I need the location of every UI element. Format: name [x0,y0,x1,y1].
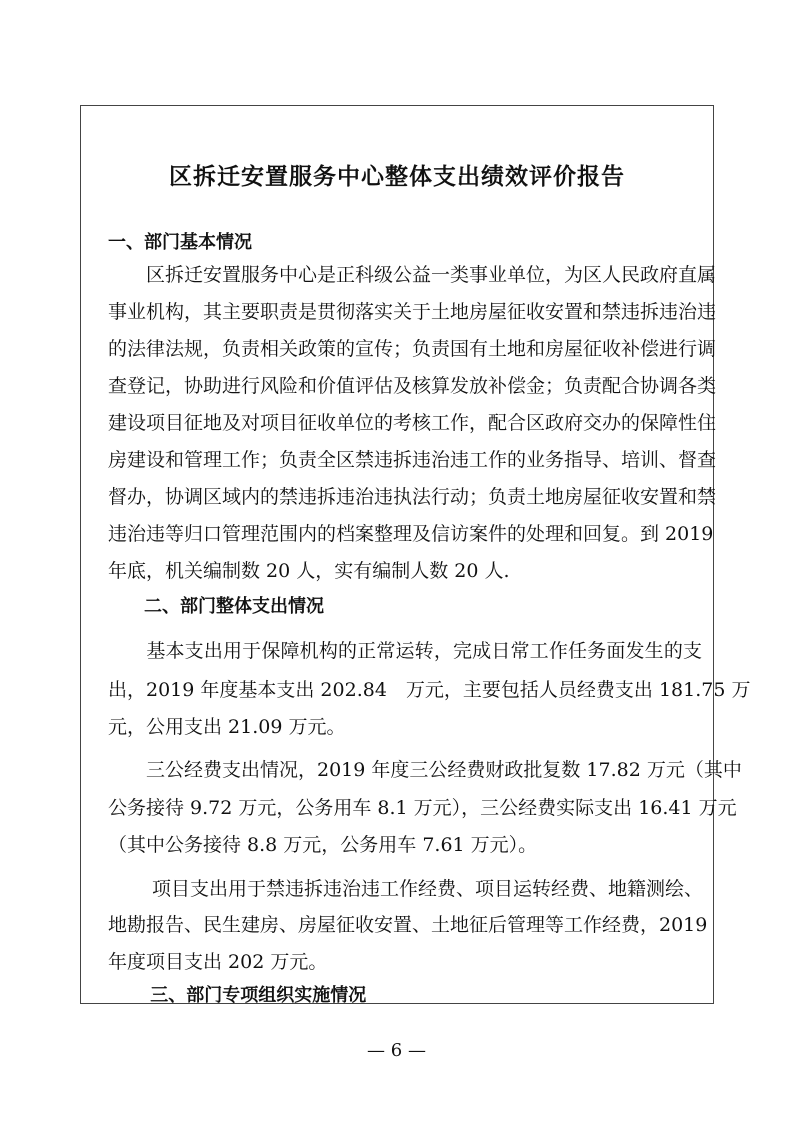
page-number: — 6 — [367,1040,426,1061]
paragraph-line: （其中公务接待 8.8 万元，公务用车 7.61 万元）。 [108,834,538,856]
paragraph-line: 房建设和管理工作；负责全区禁违拆违治违工作的业务指导、培训、督查 [108,449,717,471]
paragraph-line: 违治违等归口管理范围内的档案整理及信访案件的处理和回复。到 2019 [108,523,714,545]
paragraph-line: 的法律法规，负责相关政策的宣传；负责国有土地和房屋征收补偿进行调 [108,338,717,360]
paragraph-line: 三公经费支出情况，2019 年度三公经费财政批复数 17.82 万元（其中 [108,759,742,781]
paragraph-line: 项目支出用于禁违拆违治违工作经费、项目运转经费、地籍测绘、 [108,878,704,900]
paragraph-line: 事业机构，其主要职责是贯彻落实关于土地房屋征收安置和禁违拆违治违 [108,301,717,323]
section-heading: 二、部门整体支出情况 [108,596,324,617]
paragraph-line: 出，2019 年度基本支出 202.84 万元，主要包括人员经费支出 181.75 万 [108,679,751,701]
paragraph-line: 基本支出用于保障机构的正常运转，完成日常工作任务面发生的支 [108,640,702,662]
section-heading: 三、部门专项组织实施情况 [108,985,367,1006]
paragraph-line: 区拆迁安置服务中心是正科级公益一类事业单位，为区人民政府直属 [108,264,717,286]
document-title: 区拆迁安置服务中心整体支出绩效评价报告 [169,163,625,190]
paragraph-line: 地勘报告、民生建房、房屋征收安置、土地征后管理等工作经费，2019 [108,914,708,936]
paragraph-line: 年底，机关编制数 20 人，实有编制人数 20 人. [108,560,510,582]
paragraph-line: 督办，协调区域内的禁违拆违治违执法行动；负责土地房屋征收安置和禁 [108,486,717,508]
paragraph-line: 查登记，协助进行风险和价值评估及核算发放补偿金；负责配合协调各类 [108,375,717,397]
paragraph-line: 年度项目支出 202 万元。 [108,951,328,973]
paragraph-line: 建设项目征地及对项目征收单位的考核工作，配合区政府交办的保障性住 [108,412,717,434]
paragraph-line: 公务接待 9.72 万元，公务用车 8.1 万元），三公经费实际支出 16.41 万元 [108,797,737,819]
paragraph-line: 元，公用支出 21.09 万元。 [108,716,346,738]
section-heading: 一、部门基本情况 [108,232,252,253]
